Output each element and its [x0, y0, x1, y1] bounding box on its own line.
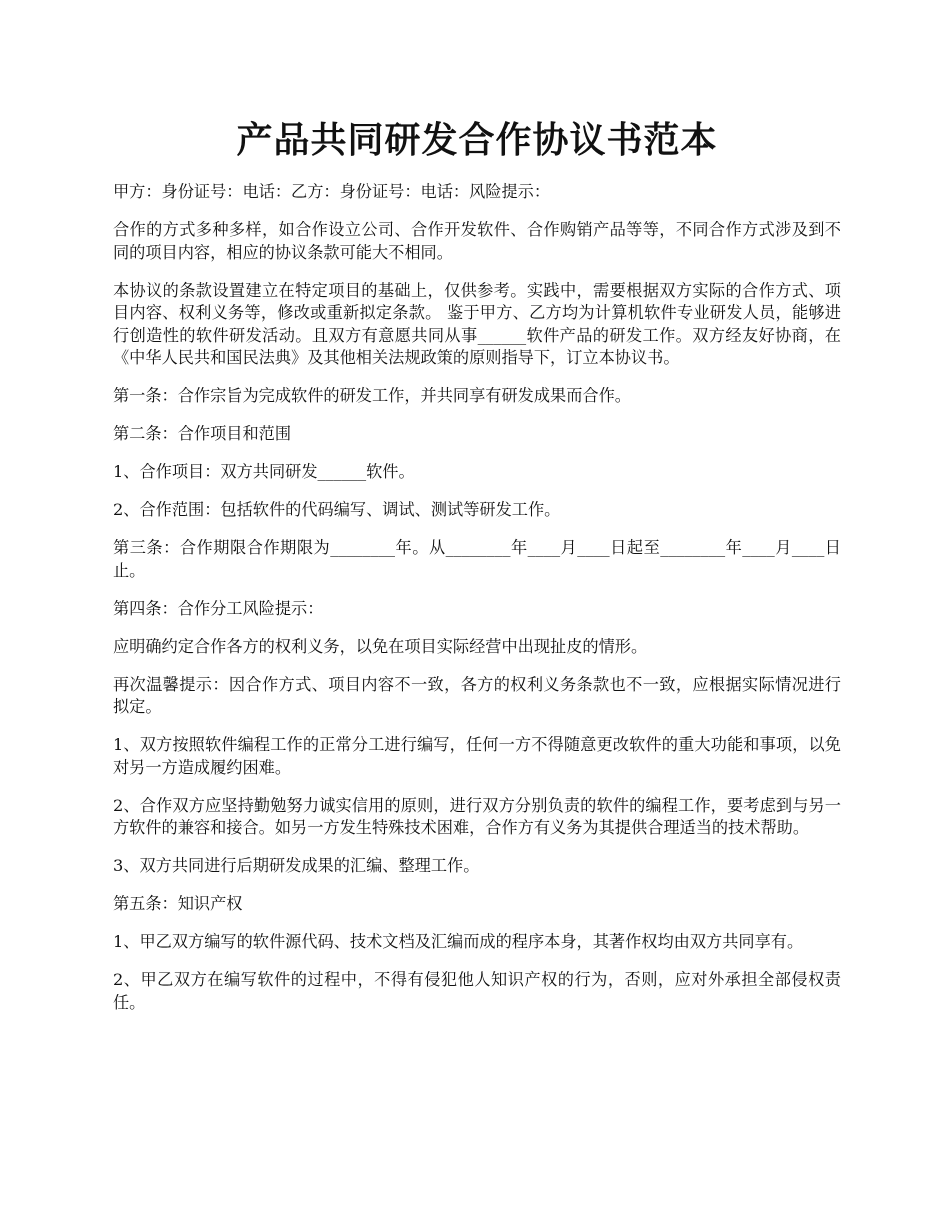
paragraph-preamble: 本协议的条款设置建立在特定项目的基础上，仅供参考。实践中，需要根据双方实际的合作方式、项目内容、权利义务等，修改或重新拟定条款。 鉴于甲方、乙方均为计算机软件专业研发人员，能够进行创造性的软件研发活动。且双方有意愿共同从事______软件产品的研发工作。双方经友好协商，在《中华人民共和国民法典》及其他相关法规政策的原则指导下，订立本协议书。	[113, 280, 841, 367]
document-title: 产品共同研发合作协议书范本	[236, 119, 718, 161]
article-4-heading: 第四条：合作分工风险提示：	[113, 598, 324, 618]
article-4-item-2: 2、合作双方应坚持勤勉努力诚实信用的原则，进行双方分别负责的软件的编程工作，要考虑到与另一方软件的兼容和接合。如另一方发生特殊技术困难，合作方有义务为其提供合理适当的技术帮助。	[113, 795, 841, 837]
article-5-item-2: 2、甲乙双方在编写软件的过程中，不得有侵犯他人知识产权的行为，否则，应对外承担全部侵权责任。	[113, 970, 841, 1012]
article-2-item-1: 1、合作项目：双方共同研发______软件。	[113, 462, 415, 481]
article-4-item-1: 1、双方按照软件编程工作的正常分工进行编写，任何一方不得随意更改软件的重大功能和事项，以免对另一方造成履约困难。	[113, 735, 841, 777]
article-5-heading: 第五条：知识产权	[113, 894, 243, 913]
paragraph-cooperation-methods: 合作的方式多种多样，如合作设立公司、合作开发软件、合作购销产品等等，不同合作方式涉及到不同的项目内容，相应的协议条款可能大不相同。	[113, 220, 841, 262]
document-page	[113, 0, 841, 1014]
article-2-heading: 第二条：合作项目和范围	[113, 424, 292, 443]
reminder-note: 再次温馨提示：因合作方式、项目内容不一致，各方的权利义务条款也不一致，应根据实际情况进行拟定。	[113, 674, 841, 716]
article-4-item-3: 3、双方共同进行后期研发成果的汇编、整理工作。	[113, 856, 480, 875]
article-1: 第一条：合作宗旨为完成软件的研发工作，并共同享有研发成果而合作。	[113, 386, 631, 405]
risk-note: 应明确约定合作各方的权利义务，以免在项目实际经营中出现扯皮的情形。	[113, 636, 648, 656]
article-3: 第三条：合作期限合作期限为________年。从________年____月____日起至________年____月____日止。	[113, 538, 841, 580]
article-5-item-1: 1、甲乙双方编写的软件源代码、技术文档及汇编而成的程序本身，其著作权均由双方共同享有。	[113, 932, 804, 951]
article-2-item-2: 2、合作范围：包括软件的代码编写、调试、测试等研发工作。	[113, 500, 561, 519]
party-info-line: 甲方：身份证号：电话：乙方：身份证号：电话：风险提示：	[113, 182, 551, 201]
